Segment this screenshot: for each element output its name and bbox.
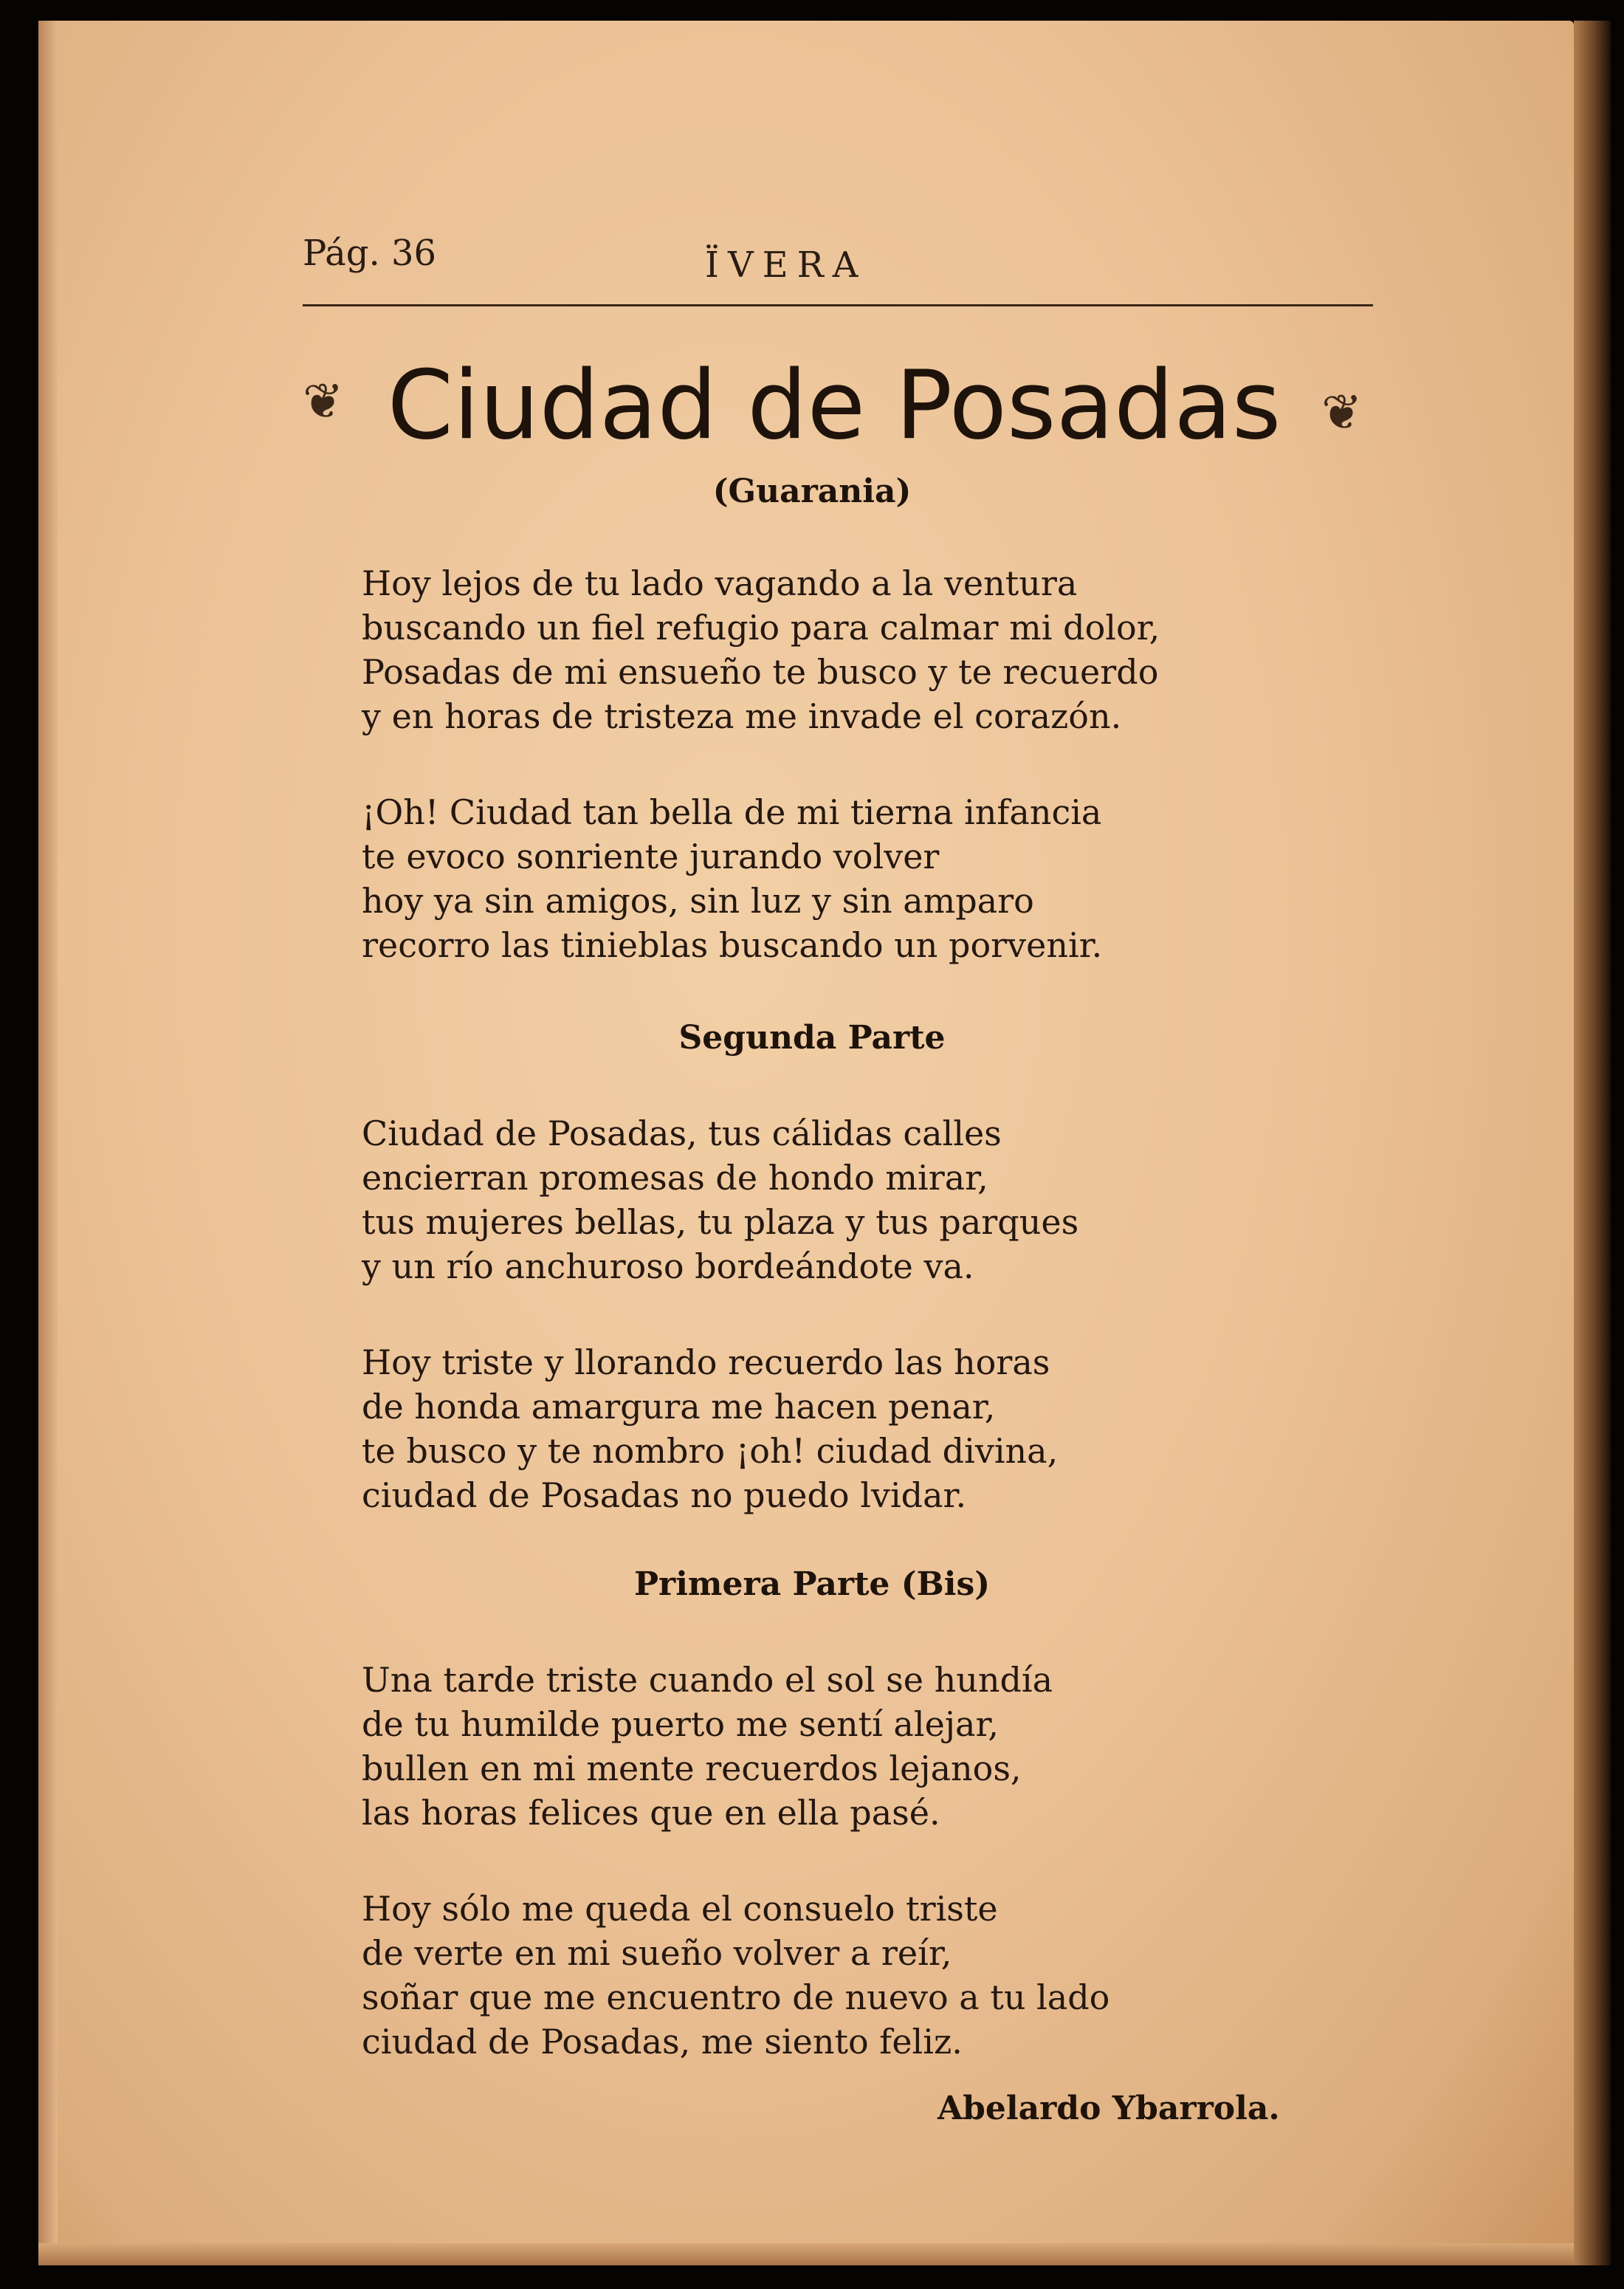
stanza-5 [362, 1658, 1321, 1835]
verse-line: Hoy triste y llorando recuerdo las horas [362, 1342, 1050, 1382]
verse-line: tus mujeres bellas, tu plaza y tus parques [362, 1202, 1079, 1242]
left-ornament-icon: ❦ [303, 373, 344, 430]
verse-line: de verte en mi sueño volver a reír, [362, 1933, 952, 1973]
stanza-1 [362, 561, 1321, 738]
page-gutter [38, 21, 58, 2265]
verse-line: Hoy sólo me queda el consuelo triste [362, 1889, 998, 1929]
verse-line: encierran promesas de hondo mirar, [362, 1158, 988, 1198]
verse-line: Hoy lejos de tu lado vagando a la ventura [362, 563, 1078, 603]
page-header [303, 225, 1373, 306]
running-head: ÏVERA [705, 244, 867, 286]
page-number: Pág. 36 [303, 233, 437, 274]
book-spine [1574, 21, 1611, 2265]
verse-line: y en horas de tristeza me invade el corazón. [362, 696, 1122, 736]
verse-line: de honda amargura me hacen penar, [362, 1387, 996, 1427]
verse-line: bullen en mi mente recuerdos lejanos, [362, 1749, 1022, 1788]
header-rule [303, 304, 1373, 306]
page-bottom-edge [38, 2243, 1574, 2265]
right-ornament-icon: ❦ [1321, 384, 1363, 441]
section-heading-primera-bis: Primera Parte (Bis) [633, 1565, 991, 1603]
poem-title: Ciudad de Posadas [387, 351, 1281, 461]
verse-line: soñar que me encuentro de nuevo a tu lado [362, 1977, 1110, 2017]
section-heading-segunda: Segunda Parte [678, 1019, 946, 1057]
poem-author: Abelardo Ybarrola. [937, 2090, 1280, 2127]
verse-line: te evoco sonriente jurando volver [362, 837, 940, 876]
verse-line: Ciudad de Posadas, tus cálidas calles [362, 1113, 1002, 1153]
poem-subtitle: (Guarania) [712, 473, 912, 510]
stanza-6 [362, 1887, 1321, 2064]
verse-line: ¡Oh! Ciudad tan bella de mi tierna infancia [362, 792, 1102, 832]
verse-line: buscando un fiel refugio para calmar mi dolor, [362, 608, 1160, 648]
verse-line: y un río anchuroso bordeándote va. [362, 1246, 974, 1286]
verse-line: recorro las tinieblas buscando un porvenir. [362, 925, 1103, 965]
verse-line: de tu humilde puerto me sentí alejar, [362, 1704, 999, 1744]
stanza-4 [362, 1340, 1321, 1517]
verse-line: las horas felices que en ella pasé. [362, 1793, 940, 1833]
verse-line: te busco y te nombro ¡oh! ciudad divina, [362, 1431, 1059, 1471]
verse-line: Posadas de mi ensueño te busco y te recuerdo [362, 652, 1159, 692]
stanza-2 [362, 790, 1321, 967]
stanza-3 [362, 1111, 1321, 1288]
verse-line: ciudad de Posadas no puedo lvidar. [362, 1475, 967, 1515]
verse-line: ciudad de Posadas, me siento feliz. [362, 2022, 963, 2062]
verse-line: hoy ya sin amigos, sin luz y sin amparo [362, 881, 1034, 921]
verse-line: Una tarde triste cuando el sol se hundía [362, 1660, 1053, 1700]
